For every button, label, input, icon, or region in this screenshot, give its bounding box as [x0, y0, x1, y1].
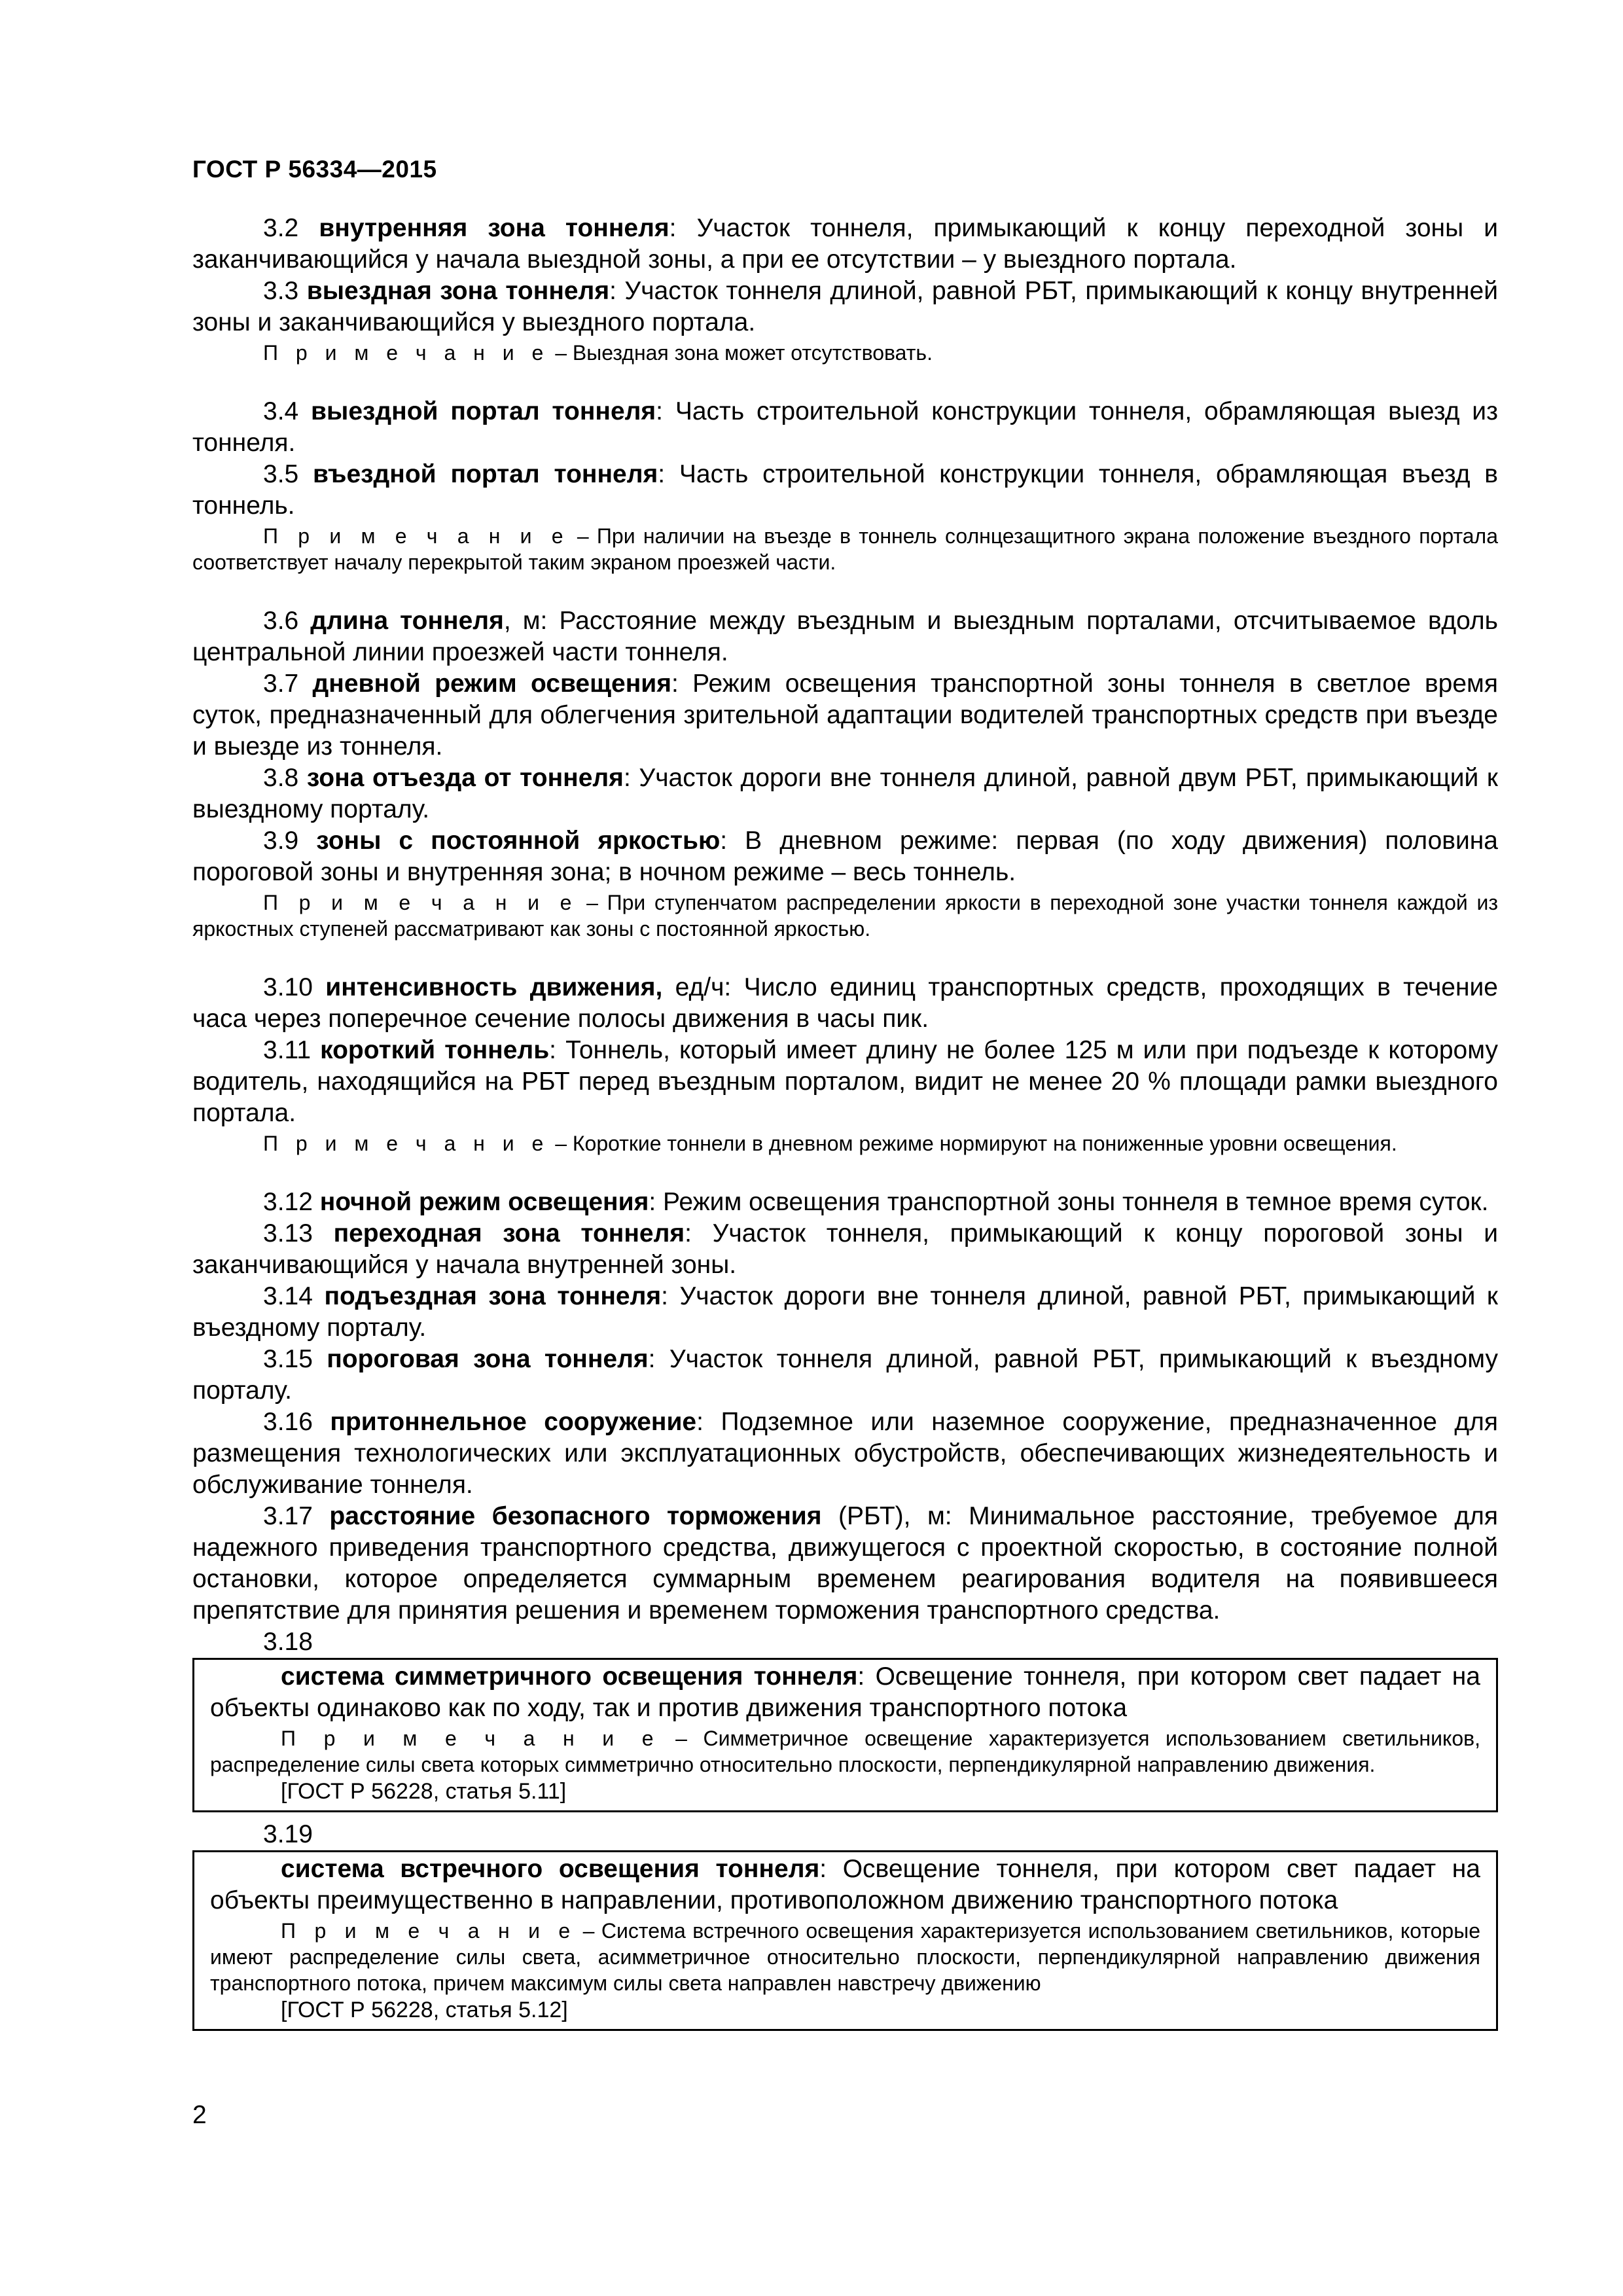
- definition-3-3: [192, 276, 1498, 338]
- note-label: П р и м е ч а н и е: [281, 1727, 660, 1750]
- definition-3-4: [192, 396, 1498, 459]
- definition-text: : Участок тоннеля длиной, равной РБТ, примыкающий к концу внутренней зоны и заканчивающийся у выездного портала.: [192, 277, 1498, 336]
- entry-number: 3.6: [263, 607, 299, 635]
- definition-3-9: [192, 825, 1498, 888]
- definition-text: : Участок дороги вне тоннеля длиной, равной двум РБТ, примыкающий к выездному порталу.: [192, 764, 1498, 823]
- source-reference: [ГОСТ Р 56228, статья 5.12]: [281, 1998, 568, 2022]
- note-label: П р и м е ч а н и е: [263, 524, 569, 548]
- term: длина тоннеля: [310, 607, 504, 635]
- term: подъездная зона тоннеля: [324, 1282, 662, 1310]
- quoted-definition-box-3-19: [192, 1850, 1498, 2031]
- definition-text: : Часть строительной конструкции тоннеля, обрамляющая въезд в тоннель.: [192, 460, 1498, 520]
- entry-number: 3.2: [263, 214, 299, 242]
- note-text: – Выездная зона может отсутствовать.: [549, 341, 933, 365]
- note-text: – Симметричное освещение характеризуется использованием светильников, распределение силы света которых симметрично относительно плоскости, перпендикулярной направлению движения.: [210, 1727, 1480, 1776]
- definitions-section: [192, 213, 1498, 2031]
- note-label: П р и м е ч а н и е: [263, 891, 578, 914]
- definition-text: : Участок тоннеля длиной, равной РБТ, примыкающий к въездному порталу.: [192, 1345, 1498, 1405]
- entry-number: 3.11: [263, 1036, 312, 1064]
- entry-number: 3.13: [263, 1219, 313, 1247]
- definition-text: : В дневном режиме: первая (по ходу движения) половина пороговой зоны и внутренняя зона; в ночном режиме – весь тоннель.: [192, 827, 1498, 886]
- definition-3-7: [192, 668, 1498, 762]
- quoted-definition-box-3-18: [192, 1658, 1498, 1812]
- entry-number: 3.15: [263, 1345, 313, 1373]
- definition-3-16: [192, 1407, 1498, 1501]
- page-number: 2: [192, 2101, 207, 2129]
- definition-3-5: [192, 459, 1498, 522]
- term: выездная зона тоннеля: [306, 277, 610, 305]
- note-3-5: [192, 523, 1498, 575]
- note-3-3: [192, 340, 1498, 366]
- note-text: – Система встречного освещения характеризуется использованием светильников, которые имеют распределение силы света, асимметричное относительно плоскости, перпендикулярной направлению движения транспортного потока, причем максимум силы света направлен навстречу движению: [210, 1919, 1481, 1995]
- definition-text: : Участок дороги вне тоннеля длиной, равной РБТ, примыкающий к въездному порталу.: [192, 1282, 1498, 1342]
- definition-3-8: [192, 762, 1498, 825]
- definition-3-10: [192, 972, 1498, 1035]
- term: выездной портал тоннеля: [311, 397, 656, 425]
- definition-text: : Участок тоннеля, примыкающий к концу переходной зоны и заканчивающийся у начала выездной зоны, а при ее отсутствии – у выездного портала.: [192, 214, 1498, 274]
- term: система встречного освещения тоннеля: [281, 1855, 820, 1883]
- definition-text: : Часть строительной конструкции тоннеля, обрамляющая выезд из тоннеля.: [192, 397, 1498, 457]
- definition-3-18: [210, 1661, 1480, 1724]
- entry-number: 3.4: [263, 397, 299, 425]
- entry-number: 3.9: [263, 827, 299, 855]
- definition-3-6: [192, 605, 1498, 668]
- entry-number: 3.5: [263, 460, 299, 488]
- definition-3-12: [192, 1187, 1498, 1218]
- term: система симметричного освещения тоннеля: [281, 1662, 858, 1691]
- term: зона отъезда от тоннеля: [306, 764, 624, 792]
- entry-number: 3.12: [263, 1188, 313, 1216]
- doc-code-header: ГОСТ Р 56334—2015: [192, 156, 437, 183]
- note-3-11: [192, 1130, 1498, 1157]
- term: притоннельное сооружение: [330, 1408, 697, 1436]
- note-label: П р и м е ч а н и е: [263, 341, 550, 365]
- definition-3-15: [192, 1344, 1498, 1407]
- definition-3-11: [192, 1035, 1498, 1129]
- entry-number: 3.14: [263, 1282, 313, 1310]
- entry-number-3-18: 3.18: [263, 1628, 313, 1656]
- definition-text: : Освещение тоннеля, при котором свет падает на объекты одинаково как по ходу, так и против движения транспортного потока: [210, 1662, 1480, 1722]
- note-text: – При ступенчатом распределении яркости в переходной зоне участки тоннеля каждой из яркостных ступеней рассматривают как зоны с постоянной яркостью.: [192, 891, 1499, 941]
- entry-number-3-19: 3.19: [263, 1820, 313, 1848]
- definition-3-19: [210, 1854, 1480, 1916]
- definition-text: : Участок тоннеля, примыкающий к концу пороговой зоны и заканчивающийся у начала внутренней зоны.: [192, 1219, 1498, 1279]
- term: зоны с постоянной яркостью: [316, 827, 721, 855]
- note-3-18: [210, 1725, 1480, 1778]
- note-label: П р и м е ч а н и е: [263, 1132, 550, 1155]
- source-reference: [ГОСТ Р 56228, статья 5.11]: [281, 1779, 567, 1804]
- definition-text: : Освещение тоннеля, при котором свет падает на объекты преимущественно в направлении, противоположном движению транспортного потока: [210, 1855, 1480, 1914]
- term: ночной режим освещения: [319, 1188, 649, 1216]
- definition-text: , м: Расстояние между въездным и выездным порталами, отсчитываемое вдоль центральной линии проезжей части тоннеля.: [192, 607, 1498, 666]
- note-3-9: [192, 889, 1498, 942]
- entry-number: 3.10: [263, 973, 313, 1001]
- term: дневной режим освещения: [312, 670, 672, 698]
- term: короткий тоннель: [320, 1036, 550, 1064]
- term: расстояние безопасного торможения: [329, 1502, 822, 1530]
- definition-3-17: [192, 1501, 1498, 1626]
- entry-number: 3.3: [263, 277, 299, 305]
- definition-3-14: [192, 1281, 1498, 1344]
- term: переходная зона тоннеля: [333, 1219, 685, 1247]
- note-text: – Короткие тоннели в дневном режиме нормируют на пониженные уровни освещения.: [549, 1132, 1397, 1155]
- definition-text: : Тоннель, который имеет длину не более 125 м или при подъезде к которому водитель, находящийся на РБТ перед въездным порталом, видит не менее 20 % площади рамки выездного портала.: [192, 1036, 1498, 1127]
- note-text: – При наличии на въезде в тоннель солнцезащитного экрана положение въездного портала соответствует началу перекрытой таким экраном проезжей части.: [192, 524, 1499, 574]
- term: пороговая зона тоннеля: [327, 1345, 649, 1373]
- note-3-19: [210, 1918, 1480, 1996]
- term: внутренняя зона тоннеля: [319, 214, 669, 242]
- entry-number: 3.17: [263, 1502, 313, 1530]
- entry-number: 3.7: [263, 670, 299, 698]
- term: въездной портал тоннеля: [313, 460, 658, 488]
- entry-number: 3.16: [263, 1408, 313, 1436]
- note-label: П р и м е ч а н и е: [281, 1919, 577, 1943]
- definition-3-13: [192, 1218, 1498, 1281]
- definition-text: : Режим освещения транспортной зоны тоннеля в темное время суток.: [649, 1188, 1489, 1216]
- definition-text: (РБТ), м: Минимальное расстояние, требуемое для надежного приведения транспортного средства, движущегося с проектной скоростью, в состояние полной остановки, которое определяется суммарным временем реагирования водителя на появившееся препятствие для принятия решения и временем торможения транспортного средства.: [192, 1502, 1499, 1624]
- definition-text: ед/ч: Число единиц транспортных средств, проходящих в течение часа через поперечное сечение полосы движения в часы пик.: [192, 973, 1498, 1033]
- entry-number: 3.8: [263, 764, 299, 792]
- term: интенсивность движения,: [325, 973, 663, 1001]
- definition-3-2: [192, 213, 1498, 276]
- definition-text: : Подземное или наземное сооружение, предназначенное для размещения технологических или эксплуатационных обустройств, обеспечивающих жизнедеятельность и обслуживание тоннеля.: [192, 1408, 1498, 1499]
- definition-text: : Режим освещения транспортной зоны тоннеля в светлое время суток, предназначенный для облегчения зрительной адаптации водителей транспортных средств при въезде и выезде из тоннеля.: [192, 670, 1498, 761]
